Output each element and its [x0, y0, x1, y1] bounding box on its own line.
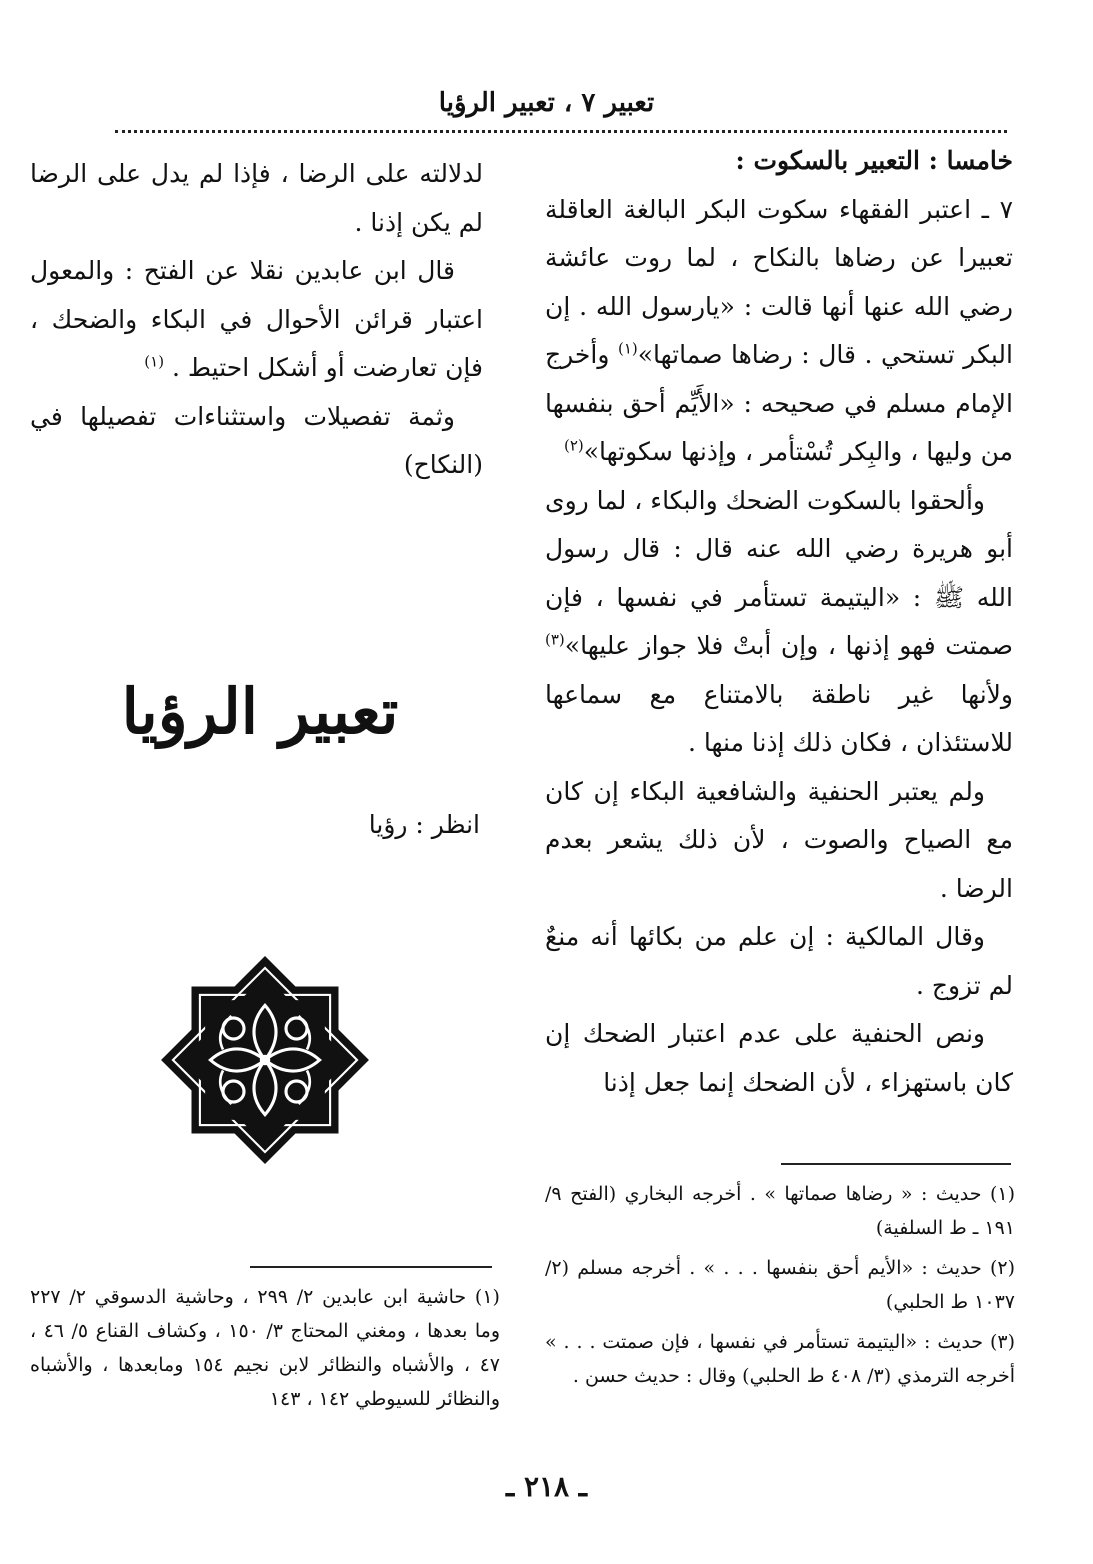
- footnote: (١) حاشية ابن عابدين ٢/ ٢٩٩ ، وحاشية الدسوقي ٢/ ٢٢٧ وما بعدها ، ومغني المحتاج ٣/ ١٥٠ ، وكشاف القناع ٥/ ٤٦ ، ٤٧ ، والأشباه والنظائر لابن نجيم ١٥٤ ومابعدها ، والأشباه والنظائر للسيوطي ١٤٢ ، ١٤٣: [30, 1286, 501, 1410]
- paragraph-text: قال ابن عابدين نقلا عن الفتح : والمعول اعتبار قرائن الأحوال في البكاء والضحك ، فإن تعارضت أو أشكل احتيط .: [30, 256, 483, 382]
- header-divider: [115, 130, 1007, 133]
- paragraph-ibn-abidin: [30, 247, 483, 393]
- paragraph-text: وأخرج الإمام مسلم في صحيحه : «الأَيِّم أحق بنفسها من وليها ، والبِكر تُسْتأمر ، وإذنها سكوتها»: [545, 340, 1013, 466]
- section-heading: خامسا : التعبير بالسكوت :: [735, 146, 1013, 175]
- paragraph-text: وألحقوا بالسكوت الضحك والبكاء ، لما روى أبو هريرة رضي الله عنه قال : قال رسول الله ﷺ : «اليتيمة تستأمر في نفسها ، فإن صمتت فهو إذنها ، وإن أبتْ فلا جواز عليها»: [545, 485, 1013, 660]
- footnote-ref: (٢): [563, 436, 584, 455]
- paragraph-7: [545, 186, 1013, 477]
- footnote: (١) حديث : « رضاها صماتها » . أخرجه البخاري (الفتح ٩/ ١٩١ ـ ط السلفية): [545, 1183, 1015, 1239]
- paragraph-text: ٧ ـ اعتبر الفقهاء سكوت البكر البالغة العاقلة تعبيرا عن رضاها بالنكاح ، لما روت عائشة رضي الله عنها أنها قالت : «يارسول الله . إن البكر تستحي . قال : رضاها صماتها»: [545, 194, 1013, 369]
- footnote: (٢) حديث : «الأيم أحق بنفسها . . . » . أخرجه مسلم (٢/ ١٠٣٧ ط الحلبي): [545, 1257, 1015, 1313]
- octagram-ornament-icon: [160, 955, 370, 1165]
- left-column: [30, 150, 483, 490]
- footnotes-left: [30, 1280, 500, 1422]
- entry-title: تعبير الرؤيا: [121, 675, 399, 748]
- footnote-ref: (٣): [545, 630, 565, 649]
- paragraph-details: وثمة تفصيلات واستثناءات تفصيلها في (النكاح): [30, 401, 483, 479]
- footnote-ref: (١): [617, 339, 638, 358]
- right-column: [545, 137, 1013, 1107]
- paragraph-continuation: لدلالته على الرضا ، فإذا لم يدل على الرضا لم يكن إذنا .: [30, 159, 483, 237]
- footnote-divider: [781, 1163, 1011, 1165]
- running-header: تعبير ٧ ، تعبير الرؤيا: [438, 88, 655, 118]
- paragraph-laughing-crying: [545, 477, 1013, 768]
- paragraph-text: ولأنها غير ناطقة بالامتناع مع سماعها للاستئذان ، فكان ذلك إذنا منها .: [545, 679, 1013, 757]
- footnote-ref: (١): [144, 352, 165, 371]
- page-number: ـ ٢١٨ ـ: [505, 1470, 588, 1503]
- footnotes-right: [545, 1177, 1015, 1399]
- paragraph-maliki: وقال المالكية : إن علم من بكائها أنه منعٌ لم تزوج .: [545, 922, 1013, 1000]
- paragraph-hanafi-laughing: ونص الحنفية على عدم اعتبار الضحك إن كان باستهزاء ، لأن الضحك إنما جعل إذنا: [545, 1019, 1013, 1097]
- footnote-divider: [250, 1266, 492, 1268]
- footnote: (٣) حديث : «اليتيمة تستأمر في نفسها ، فإن صمتت . . . » أخرجه الترمذي (٣/ ٤٠٨ ط الحلبي) وقال : حديث حسن .: [545, 1331, 1015, 1387]
- see-also-reference: انظر : رؤيا: [368, 810, 480, 839]
- paragraph-hanafi-shafii: ولم يعتبر الحنفية والشافعية البكاء إن كان مع الصياح والصوت ، لأن ذلك يشعر بعدم الرضا .: [545, 776, 1013, 903]
